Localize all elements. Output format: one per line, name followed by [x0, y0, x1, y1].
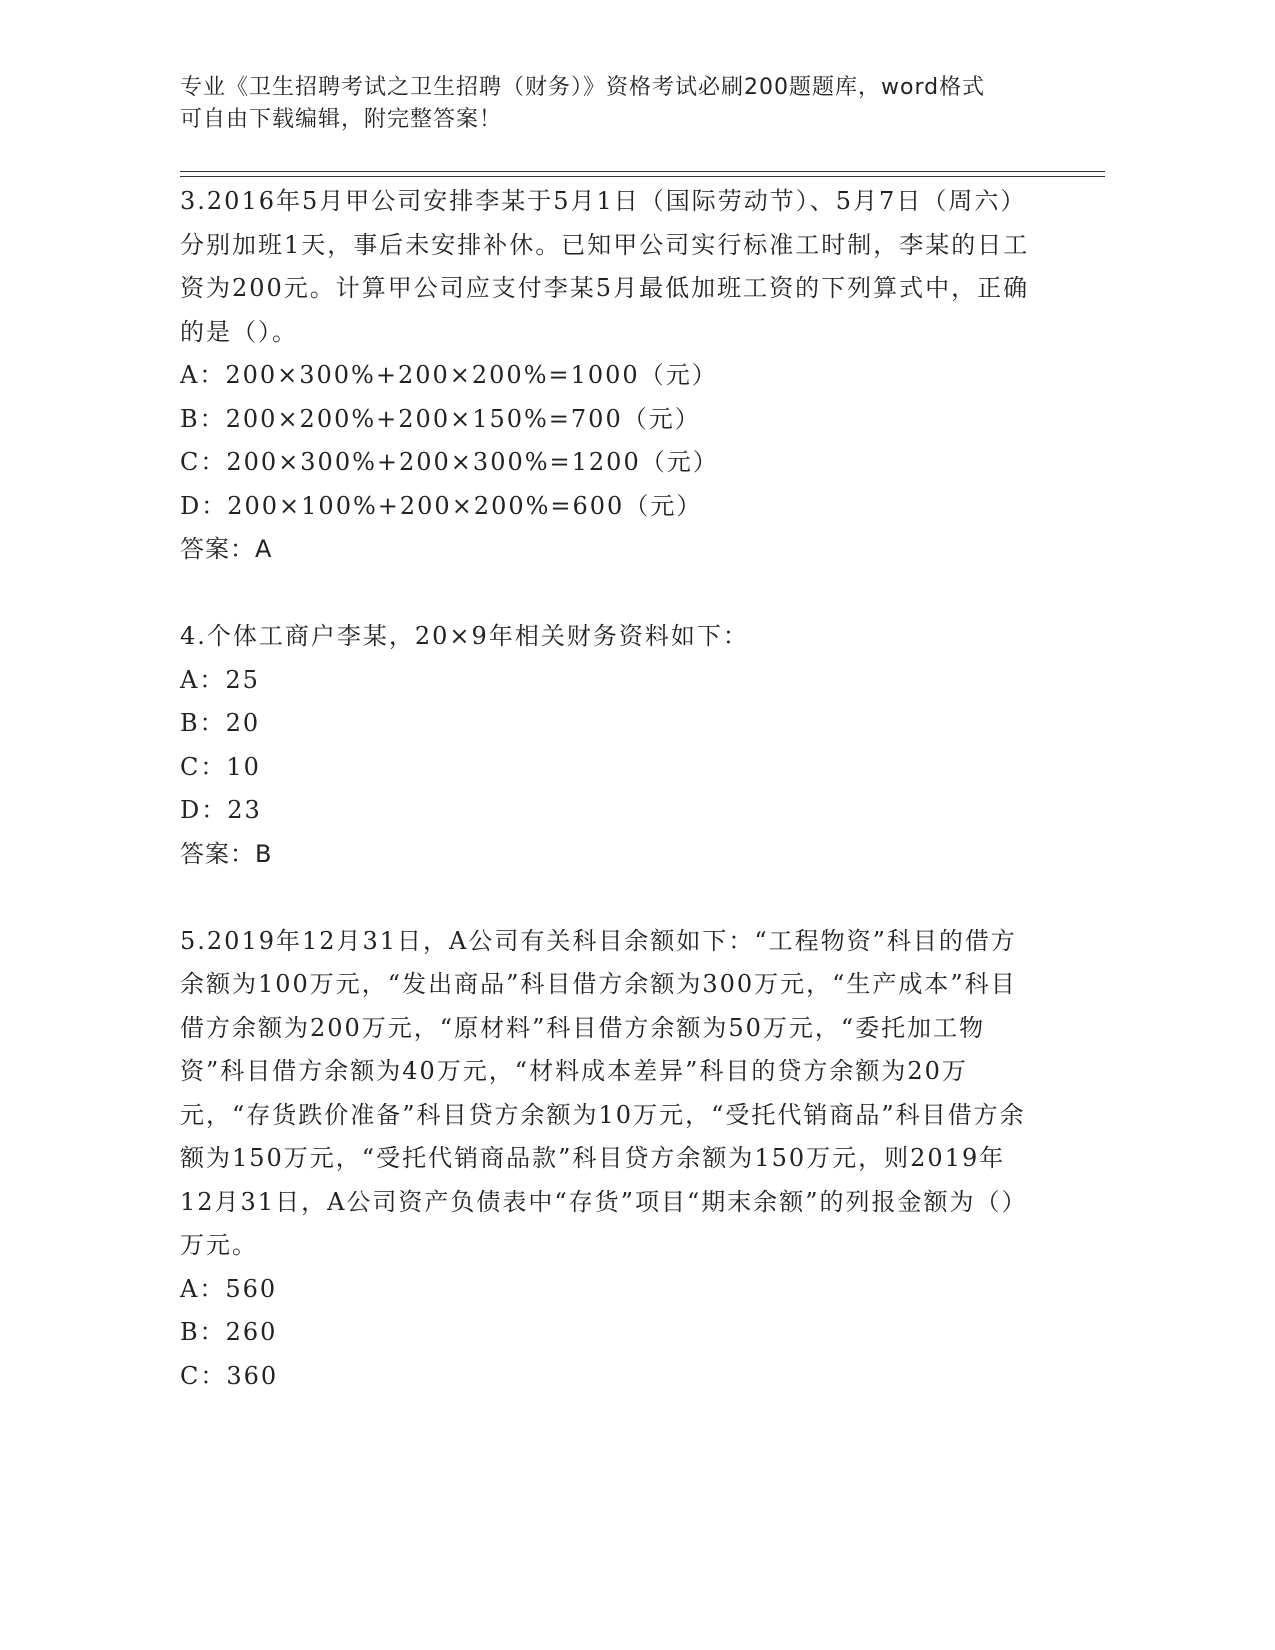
question-stem: 3.2016年5月甲公司安排李某于5月1日（国际劳动节）、5月7日（周六）分别加班1天，事后未安排补休。已知甲公司实行标准工时制，李某的日工资为200元。计算甲公司应支付李某5月最低加班工资的下列算式中，正确的是（）。	[180, 187, 1030, 346]
header-divider-top	[180, 171, 1105, 172]
option-d: D：200×100%+200×200%=600（元）	[180, 491, 703, 520]
option-a: A：560	[180, 1274, 278, 1303]
option-b: B：260	[180, 1318, 278, 1346]
answer-line: 答案：B	[180, 839, 273, 868]
option-c: C：200×300%+200×300%=1200（元）	[180, 448, 719, 476]
question-stem: 5.2019年12月31日，A公司有关科目余额如下：“工程物资”科目的借方余额为100万元，“发出商品”科目借方余额为300万元，“生产成本”科目借方余额为200万元，“原材料”科目借方余额为50万元，“委托加工物资”科目借方余额为40万元，“材料成本差异”科目的贷方余额为20万元，“存货跌价准备”科目贷方余额为10万元，“受托代销商品”科目借方余额为150万元，“受托代销商品款”科目贷方余额为150万元，则2019年12月31日，A公司资产负债表中“存货”项目“期末余额”的列报金额为（）万元。	[180, 926, 1028, 1259]
option-c: C：360	[180, 1361, 279, 1390]
question-4	[180, 615, 1030, 876]
question-spacer	[180, 876, 1030, 920]
option-b: B：200×200%+200×150%=700（元）	[180, 404, 701, 433]
question-5	[180, 920, 1030, 1399]
question-list	[180, 180, 1030, 1398]
answer-line: 答案：A	[180, 535, 273, 563]
question-3	[180, 180, 1030, 572]
question-spacer	[180, 572, 1030, 616]
option-c: C：10	[180, 752, 261, 781]
question-stem: 4.个体工商户李某，20×9年相关财务资料如下：	[180, 622, 749, 650]
option-a: A：25	[180, 665, 260, 694]
header-title-line-1: 专业《卫生招聘考试之卫生招聘（财务）》资格考试必刷200题题库，word格式	[180, 75, 986, 100]
option-d: D：23	[180, 796, 262, 824]
document-header	[180, 72, 1040, 136]
option-a: A：200×300%+200×200%=1000（元）	[180, 361, 718, 389]
option-b: B：20	[180, 709, 261, 737]
header-title-line-2: 可自由下载编辑，附完整答案！	[180, 107, 503, 132]
header-divider-bottom	[180, 176, 1105, 177]
